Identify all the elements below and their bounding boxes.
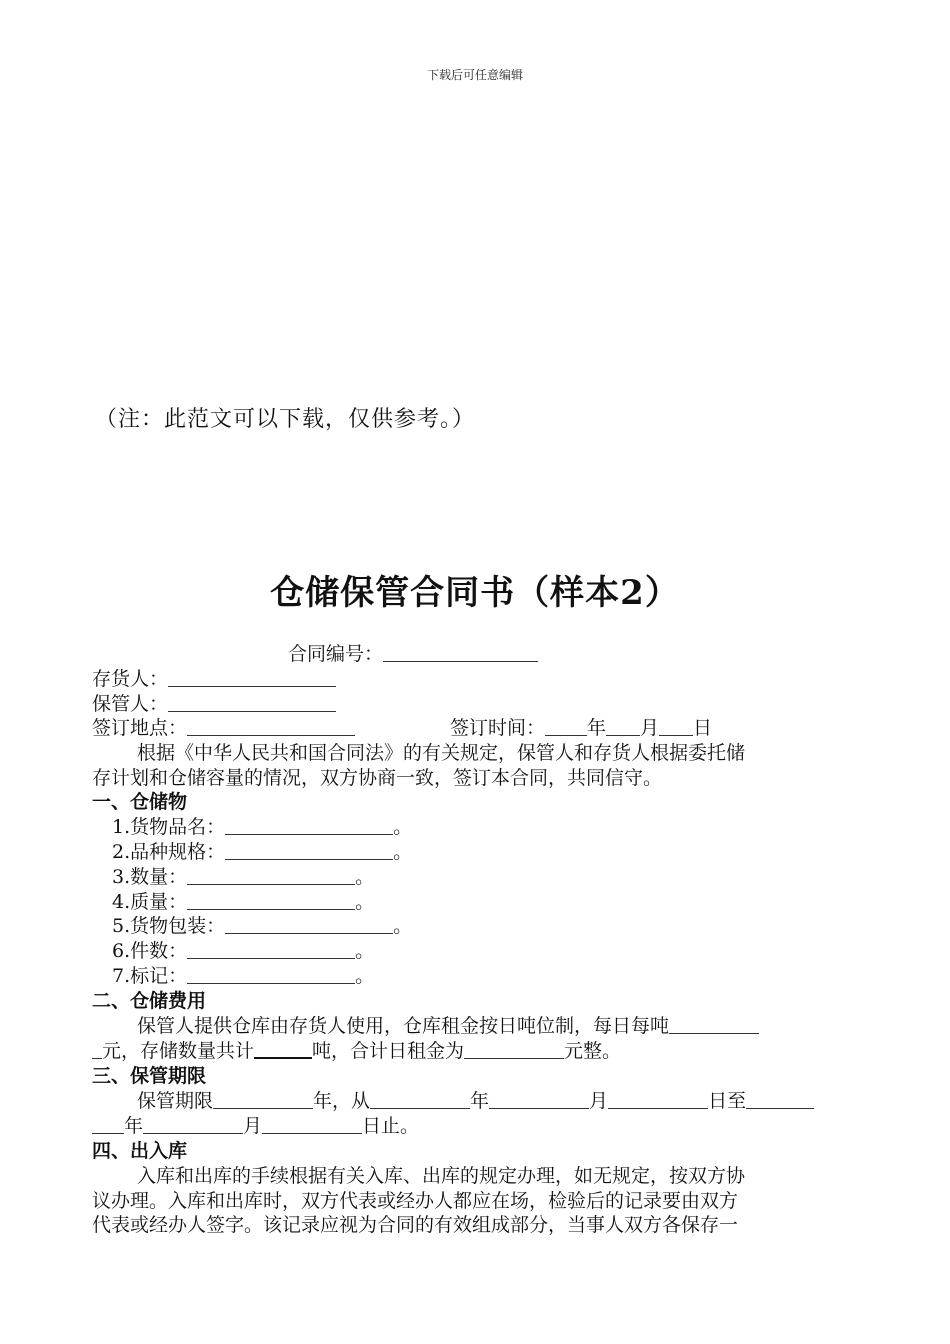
section-3-heading: 三、保管期限 [92, 1065, 207, 1087]
item-4-label: 4.质量： [112, 891, 188, 913]
term-line-1 [137, 1089, 814, 1113]
keeper-blank[interactable] [168, 694, 336, 712]
day-label: 日 [693, 717, 713, 739]
depositor-row [92, 667, 336, 691]
item-5-blank[interactable] [225, 916, 393, 934]
sign-month-blank[interactable] [606, 718, 640, 736]
item-1-end: 。 [393, 816, 413, 838]
sign-place-blank[interactable] [187, 718, 355, 736]
start-day-blank[interactable] [608, 1091, 708, 1109]
term-text-1e: 日至 [708, 1090, 747, 1112]
item-3-end: 。 [355, 866, 375, 888]
quantity-blank[interactable] [254, 1041, 312, 1059]
term-years-blank[interactable] [213, 1091, 313, 1109]
section-1-heading: 一、仓储物 [92, 791, 188, 813]
term-text-2a: 年 [124, 1115, 144, 1137]
term-line-2 [92, 1114, 419, 1138]
item-5 [112, 914, 412, 938]
intro-line-2: 存计划和仓储容量的情况，双方协商一致，签订本合同，共同信守。 [92, 767, 663, 789]
fee-text-1: 保管人提供仓库由存货人使用，仓库租金按日吨位制，每日每吨 [137, 1015, 670, 1037]
item-3-blank[interactable] [187, 867, 355, 885]
section-2-heading: 二、仓储费用 [92, 990, 207, 1012]
item-7-label: 7.标记： [112, 965, 188, 987]
inout-line-3: 代表或经办人签字。该记录应视为合同的有效组成部分，当事人双方各保存一 [92, 1214, 739, 1236]
item-6-end: 。 [355, 940, 375, 962]
page-header: 下载后可任意编辑 [426, 68, 523, 82]
total-rent-blank[interactable] [464, 1041, 564, 1059]
item-2 [112, 840, 412, 864]
download-note: （注：此范文可以下载，仅供参考。） [95, 407, 476, 432]
item-2-blank[interactable] [225, 842, 393, 860]
end-year-blank-a[interactable] [746, 1091, 814, 1109]
sign-day-blank[interactable] [659, 718, 693, 736]
item-7-end: 。 [355, 965, 375, 987]
item-1 [112, 815, 412, 839]
term-text-2b: 月 [243, 1115, 263, 1137]
contract-number-row [288, 642, 538, 666]
item-2-end: 。 [393, 841, 413, 863]
end-month-blank[interactable] [143, 1116, 243, 1134]
term-text-1d: 月 [589, 1090, 609, 1112]
term-text-1c: 年 [470, 1090, 490, 1112]
daily-rate-blank-a[interactable] [669, 1016, 759, 1034]
item-5-end: 。 [393, 915, 413, 937]
item-6-blank[interactable] [187, 941, 355, 959]
contract-number-blank[interactable] [383, 644, 538, 662]
inout-line-2: 议办理。入库和出库时，双方代表或经办人都应在场，检验后的记录要由双方 [92, 1190, 739, 1212]
keeper-row [92, 692, 336, 716]
month-label: 月 [640, 717, 660, 739]
start-year-blank[interactable] [370, 1091, 470, 1109]
item-1-label: 1.货物品名： [112, 816, 226, 838]
contract-number-label: 合同编号： [288, 643, 384, 665]
item-4-blank[interactable] [187, 892, 355, 910]
sign-time-label: 签订时间： [450, 717, 546, 739]
item-2-label: 2.品种规格： [112, 841, 226, 863]
keeper-label: 保管人： [92, 693, 169, 715]
term-text-1b: 年，从 [313, 1090, 371, 1112]
sign-year-blank[interactable] [545, 718, 587, 736]
year-label: 年 [587, 717, 607, 739]
inout-line-1: 入库和出库的手续根据有关入库、出库的规定办理，如无规定，按双方协 [137, 1165, 746, 1187]
section-4-heading: 四、出入库 [92, 1140, 188, 1162]
end-year-blank-b[interactable] [92, 1116, 124, 1134]
item-6-label: 6.件数： [112, 940, 188, 962]
item-4 [112, 890, 374, 914]
item-7 [112, 964, 374, 988]
item-3-label: 3.数量： [112, 866, 188, 888]
daily-rate-blank-b[interactable] [92, 1041, 102, 1059]
item-3 [112, 865, 374, 889]
sign-place-label: 签订地点： [92, 717, 188, 739]
sign-time-row [450, 716, 712, 740]
item-1-blank[interactable] [225, 817, 393, 835]
item-5-label: 5.货物包装： [112, 915, 226, 937]
fee-line-2 [92, 1039, 621, 1063]
item-6 [112, 939, 374, 963]
intro-line-1: 根据《中华人民共和国合同法》的有关规定，保管人和存货人根据委托储 [137, 742, 746, 764]
end-day-blank[interactable] [262, 1116, 362, 1134]
depositor-blank[interactable] [168, 669, 336, 687]
term-text-2c: 日止。 [362, 1115, 420, 1137]
term-text-1a: 保管期限 [137, 1090, 214, 1112]
depositor-label: 存货人： [92, 668, 169, 690]
item-7-blank[interactable] [187, 966, 355, 984]
fee-text-2b: 吨，合计日租金为 [312, 1040, 465, 1062]
item-4-end: 。 [355, 891, 375, 913]
fee-text-2c: 元整。 [564, 1040, 622, 1062]
document-title: 仓储保管合同书（样本2） [270, 573, 680, 613]
fee-line-1 [137, 1014, 759, 1038]
sign-place-row [92, 716, 355, 740]
fee-text-2a: 元，存储数量共计 [102, 1040, 255, 1062]
start-month-blank[interactable] [489, 1091, 589, 1109]
